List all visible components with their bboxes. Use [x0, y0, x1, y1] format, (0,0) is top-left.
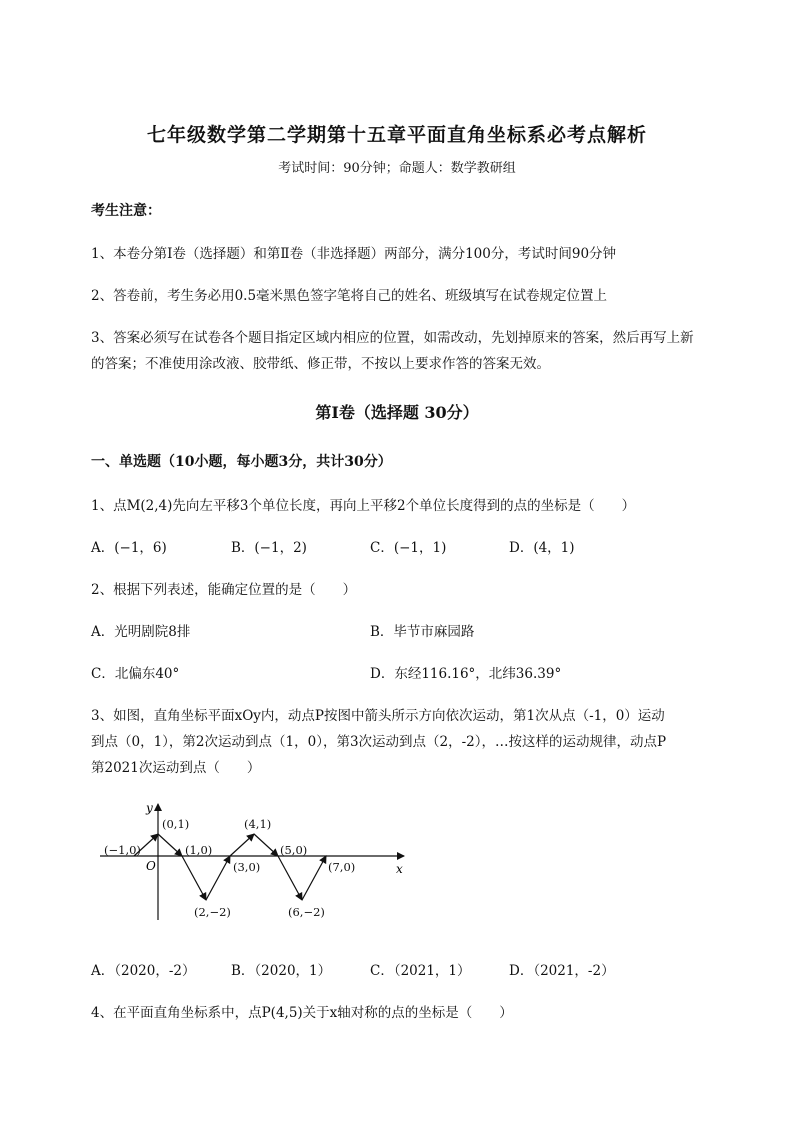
point-label: (2,−2) — [194, 905, 231, 919]
point-label: (3,0) — [233, 860, 261, 874]
question-3-option-b[interactable]: B．（2020，1） — [231, 963, 332, 979]
question-3-option-d[interactable]: D．（2021，-2） — [509, 963, 615, 979]
exam-info: 考试时间：90分钟；命题人：数学教研组 — [278, 161, 516, 176]
x-axis-label: x — [396, 862, 403, 876]
path-segment — [254, 834, 278, 856]
point-label: (4,1) — [244, 817, 272, 831]
origin-label: O — [146, 859, 156, 873]
section-title: 第I卷（选择题 30分） — [315, 403, 479, 422]
path-segment — [182, 856, 206, 900]
page-title: 七年级数学第二学期第十五章平面直角坐标系必考点解析 — [146, 124, 647, 146]
point-label: (−1,0) — [104, 843, 141, 857]
point-label: (6,−2) — [288, 905, 325, 919]
point-label: (0,1) — [162, 817, 190, 831]
question-2-text: 2、根据下列表述，能确定位置的是（ ） — [91, 582, 357, 598]
path-segment — [206, 856, 230, 900]
question-2-option-c[interactable]: C．北偏东40° — [91, 666, 180, 682]
point-label: (1,0) — [185, 843, 213, 857]
question-2-option-d[interactable]: D．东经116.16°，北纬36.39° — [370, 666, 562, 682]
question-1-option-c[interactable]: C．(−1，1) — [370, 540, 447, 556]
question-3-option-a[interactable]: A．（2020，-2） — [91, 963, 196, 979]
question-2-option-b[interactable]: B．毕节市麻园路 — [370, 624, 475, 640]
notice-item-3-line-2: 的答案；不准使用涂改液、胶带纸、修正带，不按以上要求作答的答案无效。 — [91, 356, 550, 372]
question-3-line-3: 第2021次运动到点（ ） — [91, 760, 261, 776]
part-heading: 一、单选题（10小题，每小题3分，共计30分） — [91, 454, 392, 470]
notice-heading: 考生注意： — [91, 203, 161, 219]
point-label: (5,0) — [280, 843, 308, 857]
question-4-text: 4、在平面直角坐标系中，点P(4,5)关于x轴对称的点的坐标是（ ） — [91, 1005, 513, 1021]
point-label: (7,0) — [328, 860, 356, 874]
notice-item-3-line-1: 3、答案必须写在试卷各个题目指定区域内相应的位置，如需改动，先划掉原来的答案，然后再写上新 — [91, 330, 694, 346]
path-segment — [278, 856, 302, 900]
question-1-option-a[interactable]: A．(−1，6) — [91, 540, 167, 556]
notice-item-1: 1、本卷分第I卷（选择题）和第Ⅱ卷（非选择题）两部分，满分100分，考试时间90分钟 — [91, 246, 617, 262]
path-segment — [230, 834, 254, 856]
question-3-line-2: 到点（0，1），第2次运动到点（1，0），第3次运动到点（2，-2），…按这样的运动规律，动点P — [91, 734, 667, 750]
question-1-option-b[interactable]: B．(−1，2) — [231, 540, 307, 556]
question-3-line-1: 3、如图，直角坐标平面xOy内，动点P按图中箭头所示方向依次运动，第1次从点（-1，0）运动 — [91, 708, 665, 724]
path-segment — [158, 834, 182, 856]
y-axis-label: y — [146, 801, 153, 815]
motion-path-figure — [98, 798, 408, 922]
question-2-option-a[interactable]: A．光明剧院8排 — [91, 624, 191, 640]
notice-item-2: 2、答卷前，考生务必用0.5毫米黑色签字笔将自己的姓名、班级填写在试卷规定位置上 — [91, 288, 608, 304]
question-3-option-c[interactable]: C．（2021，1） — [370, 963, 471, 979]
question-1-text: 1、点M(2,4)先向左平移3个单位长度，再向上平移2个单位长度得到的点的坐标是（ ） — [91, 498, 636, 514]
question-1-option-d[interactable]: D．(4，1) — [509, 540, 575, 556]
path-segment — [302, 856, 326, 900]
